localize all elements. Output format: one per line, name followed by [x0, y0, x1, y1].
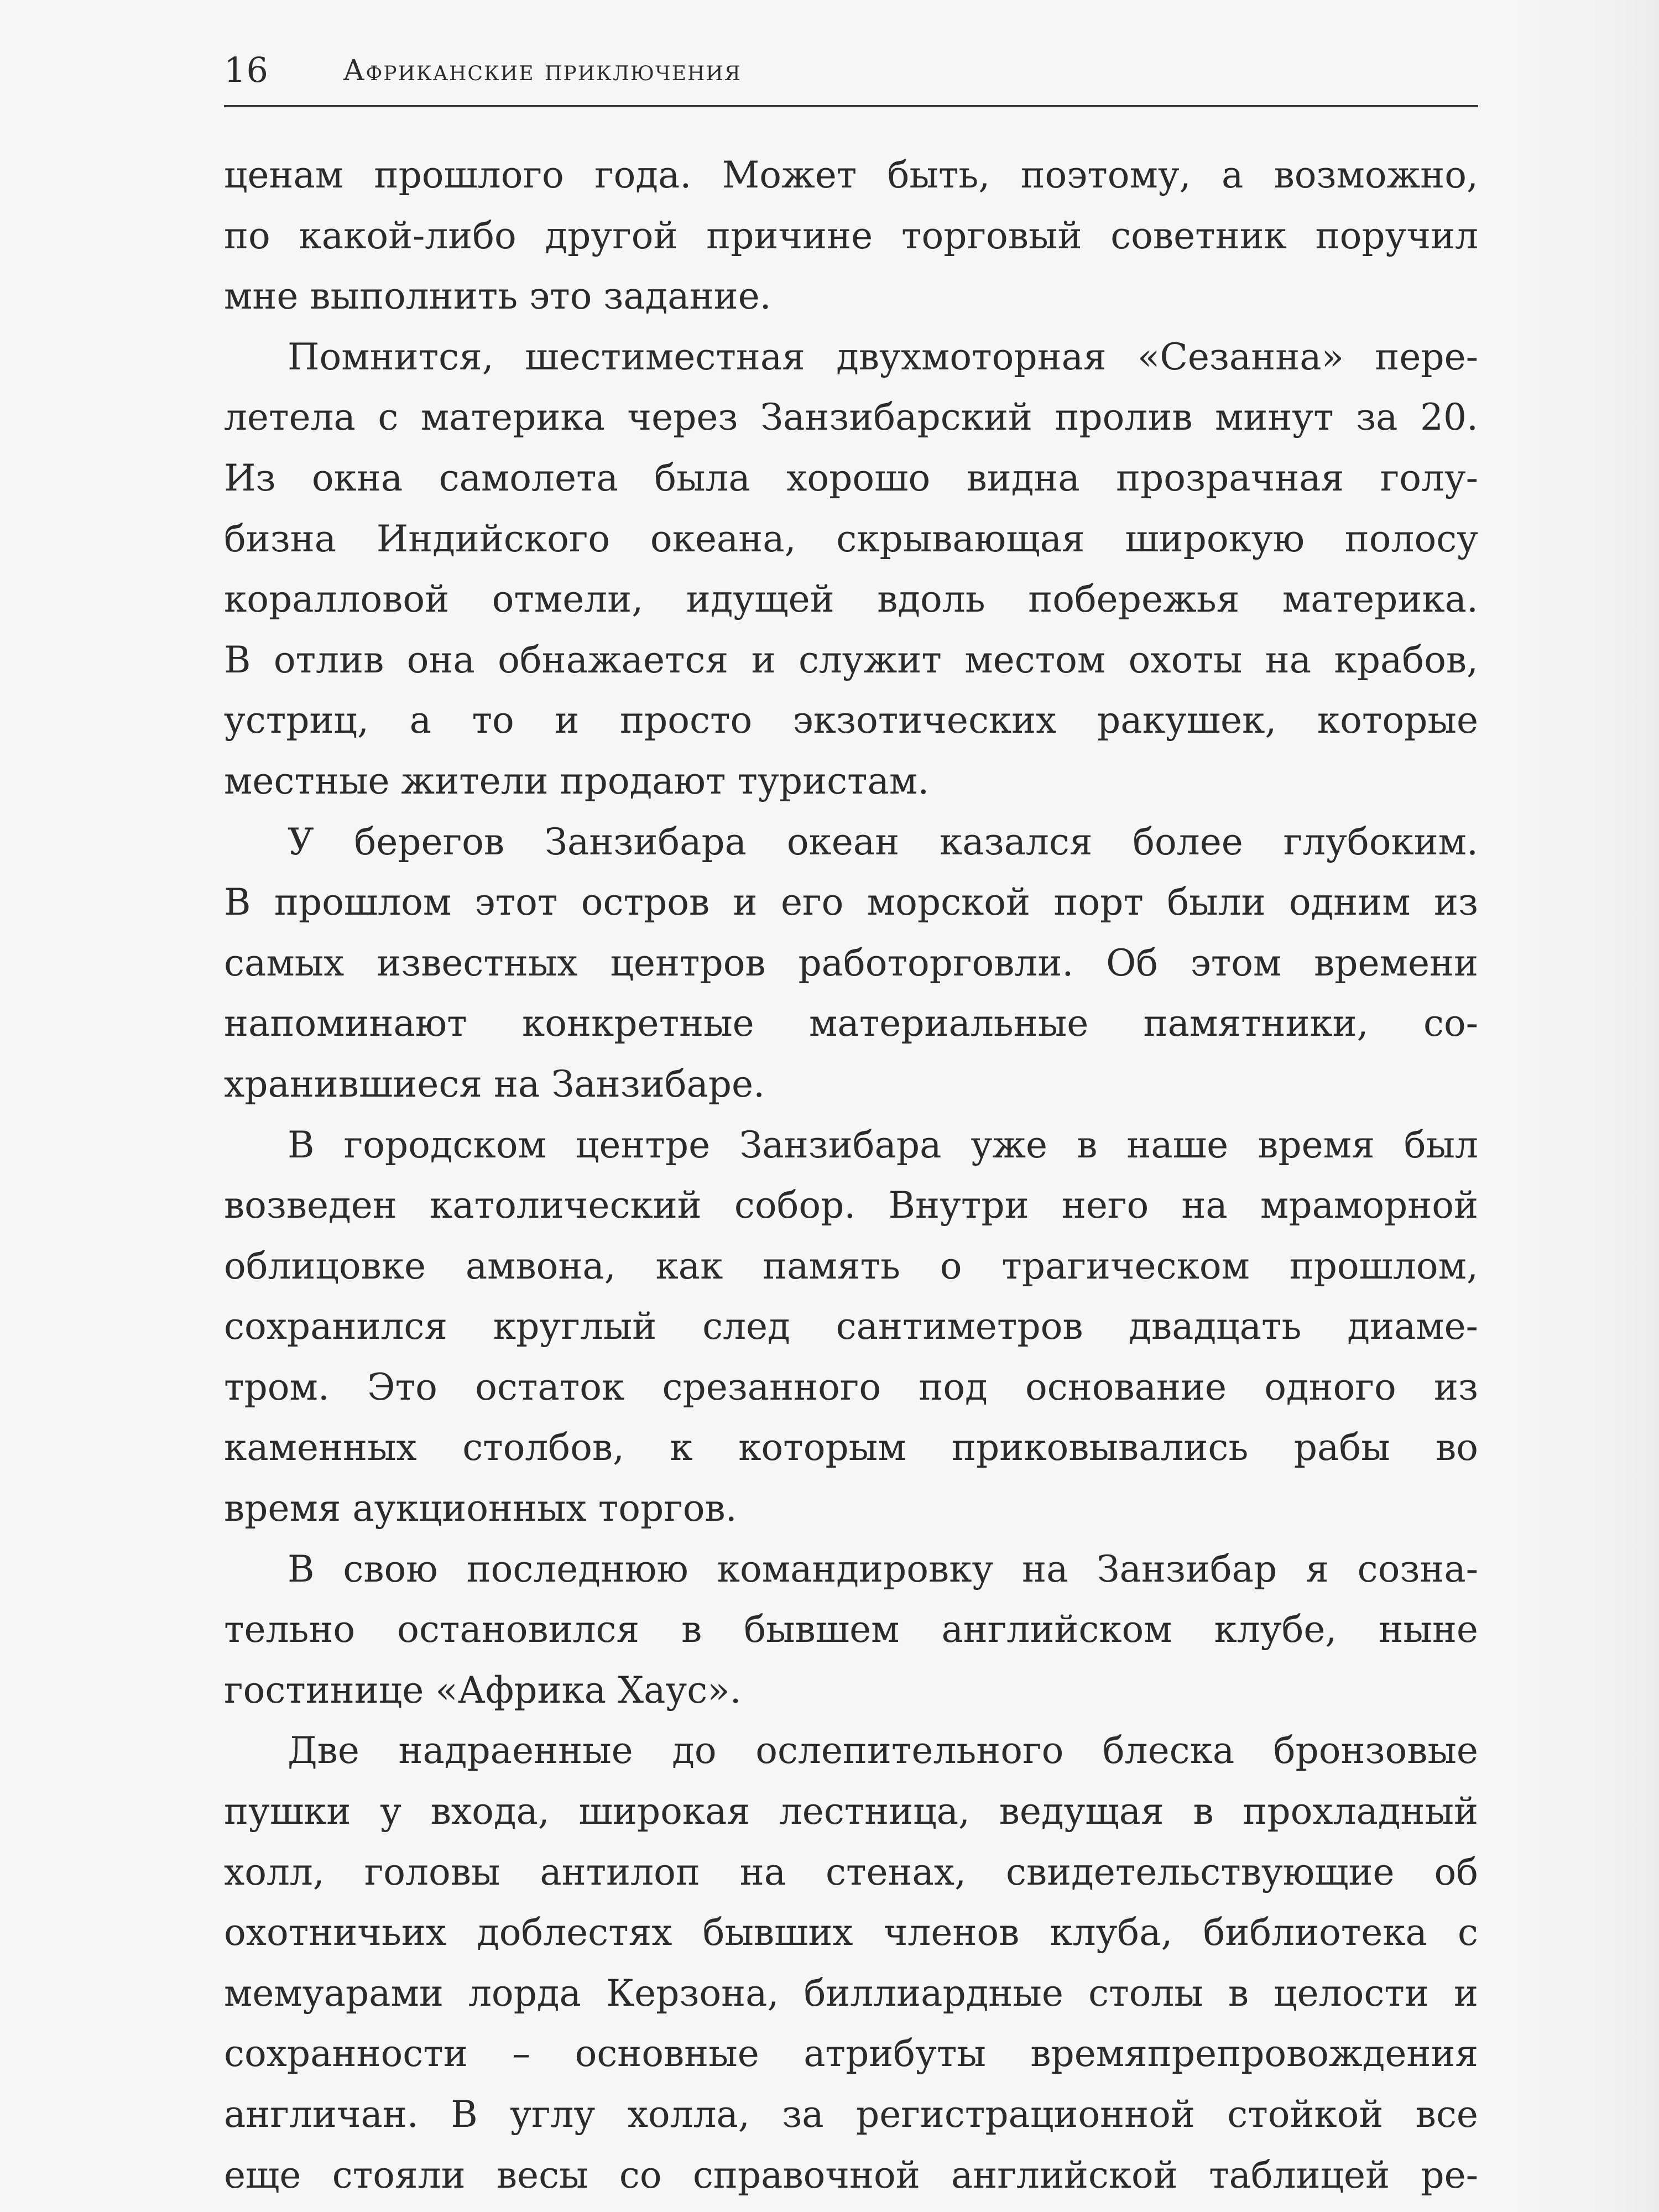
text-line: ценам прошлого года. Может быть, поэтому, а возможно,	[224, 154, 1478, 196]
page-edge	[1493, 0, 1659, 2212]
text-line: В свою последнюю командировку на Занзибар я созна-	[288, 1547, 1478, 1590]
text-line: каменных столбов, к которым приковывались рабы во	[224, 1426, 1478, 1469]
page-number: 16	[224, 50, 269, 90]
text-line: по какой-либо другой причине торговый советник поручил	[224, 214, 1478, 257]
text-line: сохранности – основные атрибуты времяпрепровождения	[224, 2032, 1478, 2075]
text-line: хранившиеся на Занзибаре.	[224, 1062, 765, 1105]
text-line: время аукционных торгов.	[224, 1487, 737, 1530]
text-line: устриц, а то и просто экзотических ракушек, которые	[224, 699, 1478, 742]
text-line: еще стояли весы со справочной английской таблицей ре-	[224, 2153, 1478, 2197]
text-line: бизна Индийского океана, скрывающая широкую полосу	[224, 517, 1478, 560]
text-line: пушки у входа, широкая лестница, ведущая в прохладный	[224, 1790, 1478, 1833]
text-line: англичан. В углу холла, за регистрационной стойкой все	[224, 2093, 1478, 2136]
text-line: местные жители продают туристам.	[224, 759, 930, 802]
text-line: мне выполнить это задание.	[224, 275, 771, 318]
text-line: тельно остановился в бывшем английском клубе, ныне	[224, 1608, 1478, 1651]
text-line: гостинице «Африка Хаус».	[224, 1668, 742, 1712]
text-line: летела с материка через Занзибарский пролив минут за 20.	[224, 396, 1478, 439]
text-line: самых известных центров работорговли. Об этом времени	[224, 941, 1478, 984]
header-rule	[224, 105, 1478, 107]
text-line: облицовке амвона, как память о трагическом прошлом,	[224, 1244, 1478, 1287]
text-line: В отлив она обнажается и служит местом охоты на крабов,	[224, 638, 1478, 681]
running-title: Африканские приключения	[343, 54, 742, 87]
text-line: коралловой отмели, идущей вдоль побережья материка.	[224, 578, 1478, 621]
text-line: мемуарами лорда Керзона, биллиардные столы в целости и	[224, 1971, 1478, 2015]
text-line: Помнится, шестиместная двухмоторная «Сезанна» пере-	[288, 335, 1478, 378]
text-line: В городском центре Занзибара уже в наше время был	[288, 1123, 1478, 1166]
text-line: тром. Это остаток срезанного под основание одного из	[224, 1365, 1478, 1408]
text-line: напоминают конкретные материальные памятники, со-	[224, 1002, 1478, 1045]
text-line: Из окна самолета была хорошо видна прозрачная голу-	[224, 456, 1478, 499]
text-line: У берегов Занзибара океан казался более глубоким.	[288, 820, 1478, 863]
text-line: холл, головы антилоп на стенах, свидетельствующие об	[224, 1850, 1478, 1893]
text-line: Две надраенные до ослепительного блеска бронзовые	[288, 1729, 1478, 1772]
body-text	[224, 145, 1478, 2205]
running-head	[224, 44, 1479, 105]
text-line: сохранился круглый след сантиметров двадцать диаме-	[224, 1305, 1478, 1348]
text-line: возведен католический собор. Внутри него на мраморной	[224, 1184, 1478, 1227]
text-line: В прошлом этот остров и его морской порт были одним из	[224, 881, 1478, 924]
text-line: охотничьих доблестях бывших членов клуба, библиотека с	[224, 1911, 1478, 1954]
